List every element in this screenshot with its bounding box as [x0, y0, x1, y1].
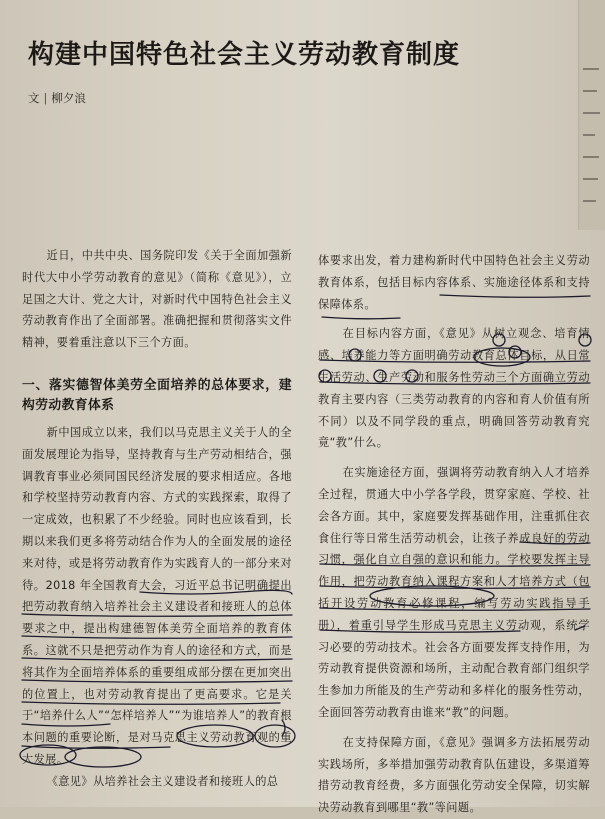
article-title: 构建中国特色社会主义劳动教育制度 — [28, 40, 461, 70]
body-paragraph: 在实施途径方面，强调将劳动教育纳入人才培养全过程，贯通大中小学各学段，贯穿家庭、学校、社会各方面。其中，家庭要发挥基础作用，注重抓住衣食住行等日常生活劳动机会，让孩子养成良好的劳动习惯，强化自立自强的意识和能力。学校要发挥主导作用，把劳动教育纳入课程方案和人才培养方式（包括开设劳动教育必修课程，编写劳动实践指导手册），着重引导学生形成马克思主义劳动观，系统学习必要的劳动技术。社会各方面要发挥支持作用，为劳动教育提供资源和场所，主动配合教育部门组织学生参加力所能及的生产劳动和多样化的服务性劳动，全面回答劳动教育由谁来“教”的问题。 — [318, 466, 590, 719]
byline-separator: | — [43, 91, 48, 105]
body-paragraph: 新中国成立以来，我们以马克思主义关于人的全面发展理论为指导，坚持教育与生产劳动相结合，强调教育事业必须同国民经济发展的要求相适应。各地和学校坚持劳动教育内容、方式的实践探索，取得了一定成效，也积累了不少经验。同时也应该看到，长期以来我们更多将劳动结合作为人的全面发展的途径来对待，或是将劳动教育作为实践育人的一部分来对待。2018 年全国教育大会，习近平总书记明确提出把劳动教育纳入培养社会主义建设者和接班人的总体要求之中，提出构建德智体美劳全面培养的教育体系。这就不只是把劳动作为育人的途径和方式，而是将其作为全面培养体系的重要组成部分摆在更加突出的位置上，也对劳动教育提出了更高要求。它是关于“培养什么人”“怎样培养人”“为谁培养人”的教育根本问题的重要论断，是对马克思主义劳动教育观的重大发展。 — [22, 425, 292, 766]
body-paragraph: 在支持保障方面，《意见》强调多方法拓展劳动实践场所，多举措加强劳动教育队伍建设，多渠道筹措劳动教育经费，多方面强化劳动安全保障，切实解决劳动教育到哪里“教”等问题。 — [318, 735, 590, 815]
left-column — [22, 245, 292, 793]
body-paragraph: 体要求出发，着力建构新时代中国特色社会主义劳动教育体系，包括目标内容体系、实施途径体系和支持保障体系。 — [318, 254, 590, 311]
byline — [28, 90, 86, 106]
right-column — [318, 250, 590, 819]
byline-prefix: 文 — [28, 91, 40, 105]
section-heading: 一、落实德智体美劳全面培养的总体要求，建构劳动教育体系 — [22, 377, 292, 413]
adjacent-page-edge — [578, 0, 605, 230]
body-paragraph: 在目标内容方面，《意见》从树立观念、培育情感、培养能力等方面明确劳动教育总体目标，从日常生活劳动、生产劳动和服务性劳动三个方面确立劳动教育主要内容（三类劳动教育的内容和育人价值有所不同）以及不同学段的重点，明确回答劳动教育究竟“教”什么。 — [318, 327, 590, 450]
author-name: 柳夕浪 — [51, 91, 86, 105]
intro-paragraph: 近日，中共中央、国务院印发《关于全面加强新时代大中小学劳动教育的意见》（简称《意见》），立足国之大计、党之大计，对新时代中国特色社会主义劳动教育作出了全面部署。准确把握和贯彻落实文件精神，要着重注意以下三个方面。 — [22, 249, 292, 350]
body-paragraph: 《意见》从培养社会主义建设者和接班人的总 — [46, 774, 279, 788]
